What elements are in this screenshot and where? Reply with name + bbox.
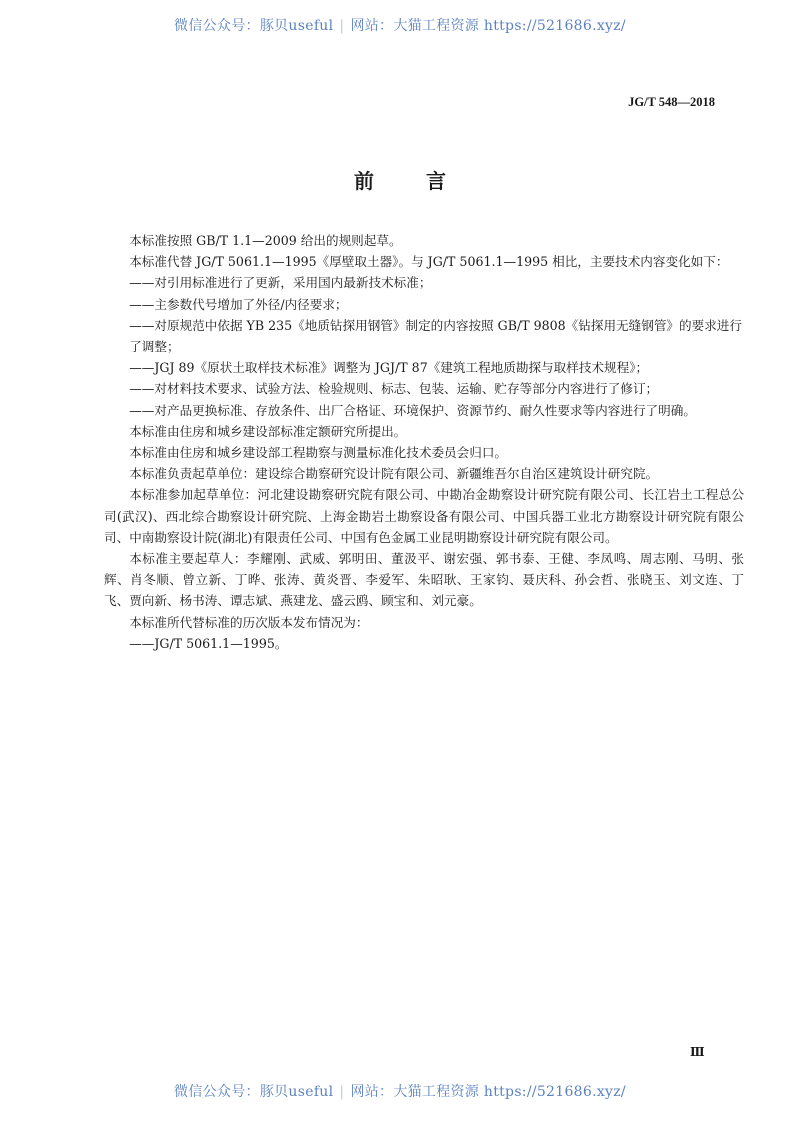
change-item: ——对产品更换标准、存放条件、出厂合格证、环境保护、资源节约、耐久性要求等内容进行了明确。	[129, 402, 696, 418]
watermark-wechat: 微信公众号：豚贝useful	[174, 1084, 334, 1100]
standard-code: JG/T 548—2018	[628, 95, 715, 109]
page-title	[0, 165, 800, 194]
paragraph-committee: 本标准由住房和城乡建设部工程勘察与测量标准化技术委员会归口。	[129, 445, 507, 461]
change-item: ——主参数代号增加了外径/内径要求；	[129, 296, 348, 312]
change-item: ——对引用标准进行了更新，采用国内最新技术标准；	[129, 275, 432, 291]
watermark-site: 网站：大猫工程资源 https://521686.xyz/	[350, 18, 626, 34]
paragraph-replacement: 本标准代替 JG/T 5061.1—1995《厚壁取土器》。与 JG/T 5061.1—1995 相比，主要技术内容变化如下：	[129, 254, 729, 270]
page-number: Ⅲ	[690, 1045, 705, 1059]
watermark-wechat: 微信公众号：豚贝useful	[174, 18, 334, 34]
paragraph-main-drafters: 本标准主要起草人：李耀刚、武威、郭明田、董汲平、谢宏强、郭书泰、王健、李凤鸣、周志刚、马明、张辉、肖冬顺、曾立新、丁晔、张涛、黄炎晋、李爱军、朱昭耿、王家钧、聂庆科、孙会哲、张晓玉、刘文连、丁飞、贾向新、杨书涛、谭志斌、燕建龙、盛云鸥、顾宝和、刘元豪。	[104, 551, 744, 609]
watermark-separator: |	[339, 18, 345, 34]
change-item: ——JGJ 89《原状土取样技术标准》调整为 JGJ/T 87《建筑工程地质勘探与取样技术规程》；	[129, 360, 649, 376]
change-item: ——对材料技术要求、试验方法、检验规则、标志、包装、运输、贮存等部分内容进行了修订；	[129, 381, 659, 397]
paragraph-lead-drafters: 本标准负责起草单位：建设综合勘察研究设计院有限公司、新疆维吾尔自治区建筑设计研究院。	[129, 466, 659, 482]
paragraph-drafting-rules: 本标准按照 GB/T 1.1—2009 给出的规则起草。	[129, 233, 402, 248]
foreword-body	[104, 230, 744, 654]
change-item: ——对原规范中依据 YB 235《地质钻探用钢管》制定的内容按照 GB/T 9808《钻探用无缝钢管》的要求进行了调整；	[129, 317, 742, 355]
paragraph-history-intro: 本标准所代替标准的历次版本发布情况为：	[129, 614, 369, 630]
history-item: ——JG/T 5061.1—1995。	[129, 635, 288, 651]
title-char-2: 言	[426, 169, 446, 193]
watermark-bottom	[0, 1081, 800, 1101]
watermark-separator: |	[339, 1084, 345, 1100]
watermark-site: 网站：大猫工程资源 https://521686.xyz/	[350, 1084, 626, 1100]
paragraph-proposer: 本标准由住房和城乡建设部标准定额研究所提出。	[129, 423, 407, 439]
paragraph-participating-drafters: 本标准参加起草单位：河北建设勘察研究院有限公司、中勘冶金勘察设计研究院有限公司、长江岩土工程总公司(武汉)、西北综合勘察设计研究院、上海金勘岩土勘察设备有限公司、中国兵器工业北方勘察设计研究院有限公司、中南勘察设计院(湖北)有限责任公司、中国有色金属工业昆明勘察设计研究院有限公司。	[104, 487, 744, 545]
title-char-1: 前	[354, 169, 374, 193]
watermark-top	[0, 15, 800, 35]
